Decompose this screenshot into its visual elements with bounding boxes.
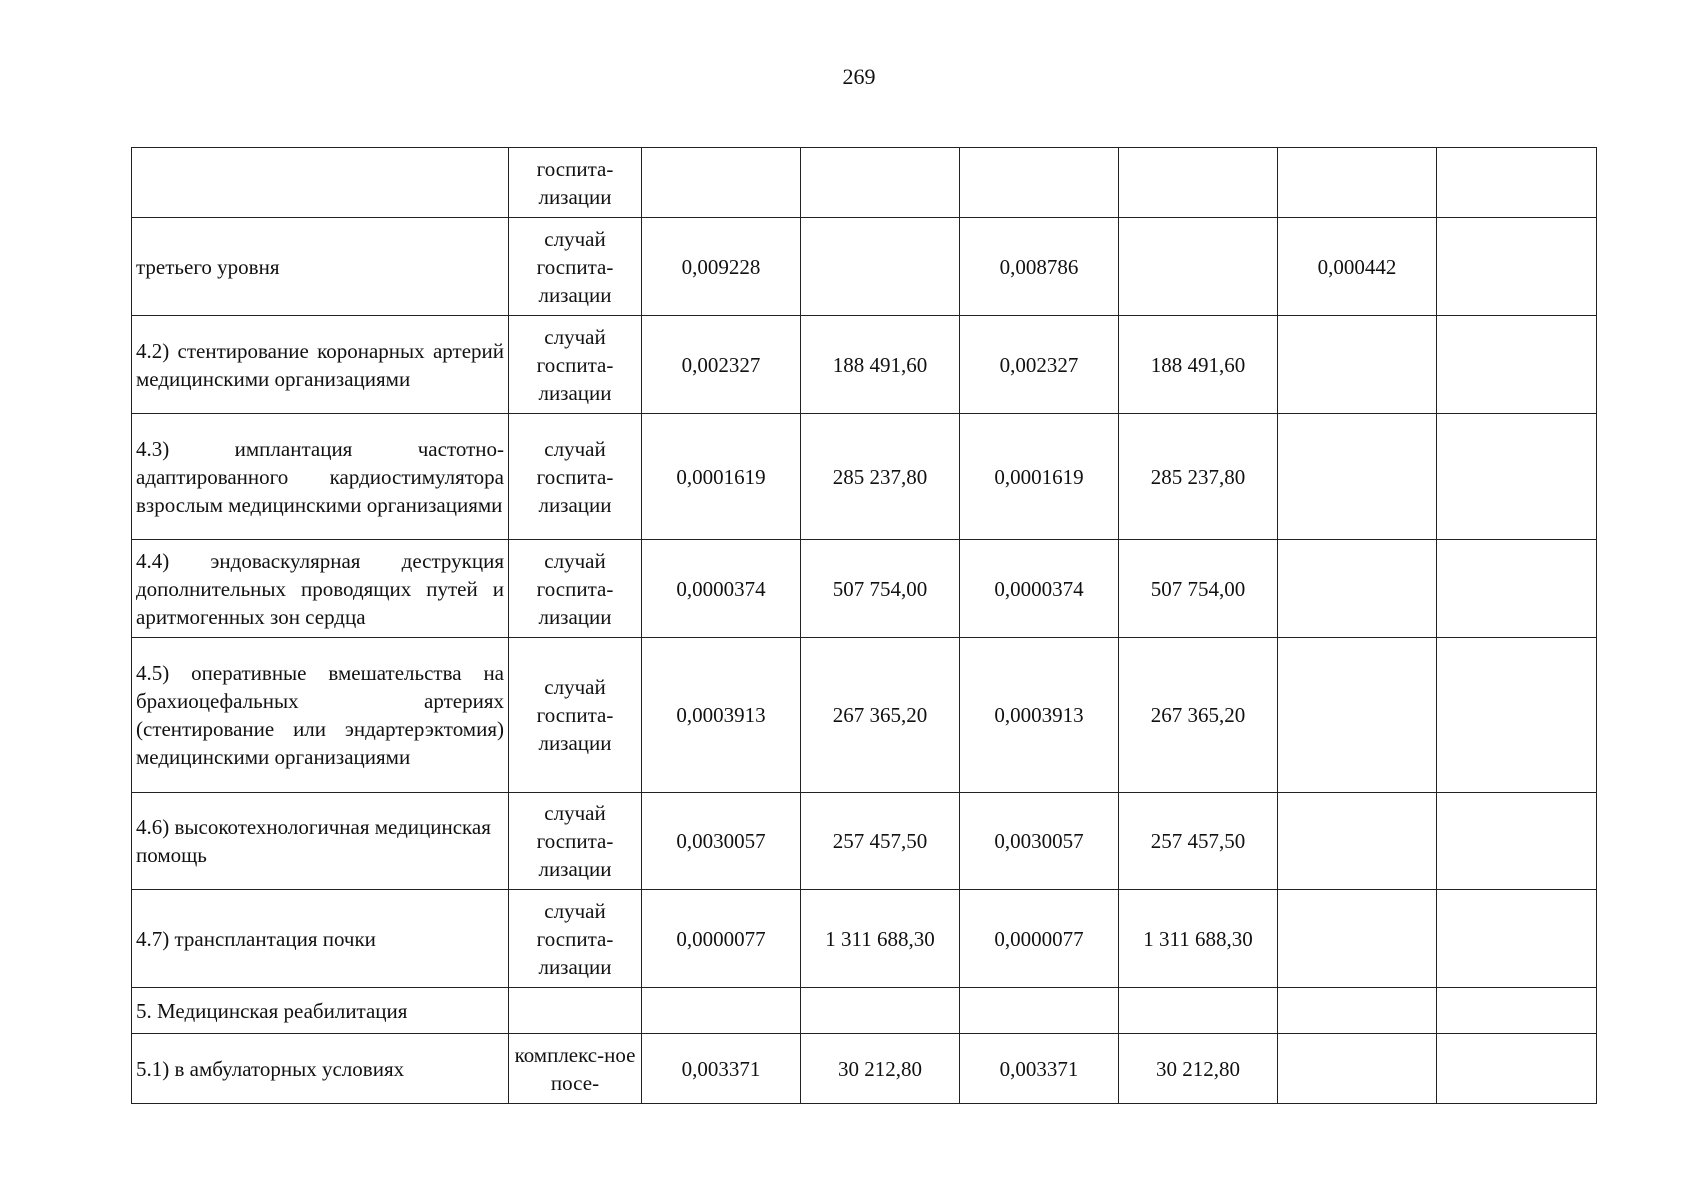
cell-value	[1278, 638, 1437, 793]
page-number: 269	[842, 64, 876, 89]
row-name: 5. Медицинская реабилитация	[132, 988, 509, 1034]
cell-value: 0,0003913	[642, 638, 801, 793]
row-unit: случай госпита-лизации	[509, 218, 642, 316]
cell-value: 188 491,60	[801, 316, 960, 414]
cell-value: 507 754,00	[801, 540, 960, 638]
cell-value: 0,009228	[642, 218, 801, 316]
cell-value: 0,0001619	[642, 414, 801, 540]
row-unit: случай госпита-лизации	[509, 793, 642, 890]
row-name: 4.2) стентирование коронарных артерий медицинскими организациями	[132, 316, 509, 414]
cell-value	[1278, 540, 1437, 638]
row-unit: госпита-лизации	[509, 148, 642, 218]
cell-value: 507 754,00	[1119, 540, 1278, 638]
cell-value: 0,0000077	[642, 890, 801, 988]
table-row	[132, 793, 1597, 890]
cell-value	[1437, 1034, 1597, 1104]
table-row	[132, 148, 1597, 218]
volumes-table	[131, 147, 1597, 1104]
row-unit: комплекс-ное посе-	[509, 1034, 642, 1104]
table-row	[132, 414, 1597, 540]
cell-value	[801, 988, 960, 1034]
cell-value	[1437, 218, 1597, 316]
cell-value: 267 365,20	[801, 638, 960, 793]
cell-value: 257 457,50	[801, 793, 960, 890]
cell-value	[1119, 148, 1278, 218]
cell-value	[1437, 890, 1597, 988]
table-row	[132, 890, 1597, 988]
cell-value	[1119, 218, 1278, 316]
table-row	[132, 540, 1597, 638]
cell-value	[642, 148, 801, 218]
table-row	[132, 1034, 1597, 1104]
cell-value: 0,002327	[642, 316, 801, 414]
cell-value	[1278, 1034, 1437, 1104]
cell-value: 0,003371	[960, 1034, 1119, 1104]
cell-value: 0,0030057	[960, 793, 1119, 890]
cell-value	[642, 988, 801, 1034]
cell-value: 30 212,80	[1119, 1034, 1278, 1104]
cell-value	[1437, 793, 1597, 890]
row-unit: случай госпита-лизации	[509, 540, 642, 638]
table-row	[132, 316, 1597, 414]
row-name: 4.7) трансплантация почки	[132, 890, 509, 988]
row-unit: случай госпита-лизации	[509, 638, 642, 793]
row-name: третьего уровня	[132, 218, 509, 316]
row-name: 5.1) в амбулаторных условиях	[132, 1034, 509, 1104]
cell-value	[1278, 148, 1437, 218]
table-row	[132, 638, 1597, 793]
row-unit: случай госпита-лизации	[509, 414, 642, 540]
table-row	[132, 988, 1597, 1034]
cell-value: 0,0001619	[960, 414, 1119, 540]
row-unit: случай госпита-лизации	[509, 316, 642, 414]
cell-value: 257 457,50	[1119, 793, 1278, 890]
cell-value: 0,002327	[960, 316, 1119, 414]
cell-value: 0,003371	[642, 1034, 801, 1104]
cell-value	[1119, 988, 1278, 1034]
cell-value	[1278, 988, 1437, 1034]
cell-value	[1278, 414, 1437, 540]
cell-value: 0,0030057	[642, 793, 801, 890]
cell-value	[960, 148, 1119, 218]
cell-value	[1437, 638, 1597, 793]
row-name: 4.5) оперативные вмешательства на брахиоцефальных артериях (стентирование или эндартерэктомия) медицинскими организациями	[132, 638, 509, 793]
cell-value	[1278, 890, 1437, 988]
cell-value: 0,0000374	[642, 540, 801, 638]
cell-value: 0,0000374	[960, 540, 1119, 638]
cell-value	[1437, 316, 1597, 414]
row-name: 4.4) эндоваскулярная деструкция дополнительных проводящих путей и аритмогенных зон сердца	[132, 540, 509, 638]
table-row	[132, 218, 1597, 316]
row-name: 4.3) имплантация частотно-адаптированного кардиостимулятора взрослым медицинскими организациями	[132, 414, 509, 540]
row-name: 4.6) высокотехнологичная медицинская помощь	[132, 793, 509, 890]
row-unit	[509, 988, 642, 1034]
cell-value	[1437, 988, 1597, 1034]
cell-value: 30 212,80	[801, 1034, 960, 1104]
cell-value	[960, 988, 1119, 1034]
cell-value: 1 311 688,30	[801, 890, 960, 988]
cell-value	[1437, 148, 1597, 218]
cell-value: 285 237,80	[1119, 414, 1278, 540]
cell-value	[1278, 793, 1437, 890]
cell-value: 267 365,20	[1119, 638, 1278, 793]
cell-value	[1278, 316, 1437, 414]
cell-value: 0,0000077	[960, 890, 1119, 988]
cell-value: 285 237,80	[801, 414, 960, 540]
cell-value	[801, 218, 960, 316]
cell-value: 188 491,60	[1119, 316, 1278, 414]
row-unit: случай госпита-лизации	[509, 890, 642, 988]
cell-value	[801, 148, 960, 218]
cell-value: 0,0003913	[960, 638, 1119, 793]
cell-value: 0,000442	[1278, 218, 1437, 316]
row-name	[132, 148, 509, 218]
cell-value: 0,008786	[960, 218, 1119, 316]
cell-value: 1 311 688,30	[1119, 890, 1278, 988]
cell-value	[1437, 540, 1597, 638]
cell-value	[1437, 414, 1597, 540]
